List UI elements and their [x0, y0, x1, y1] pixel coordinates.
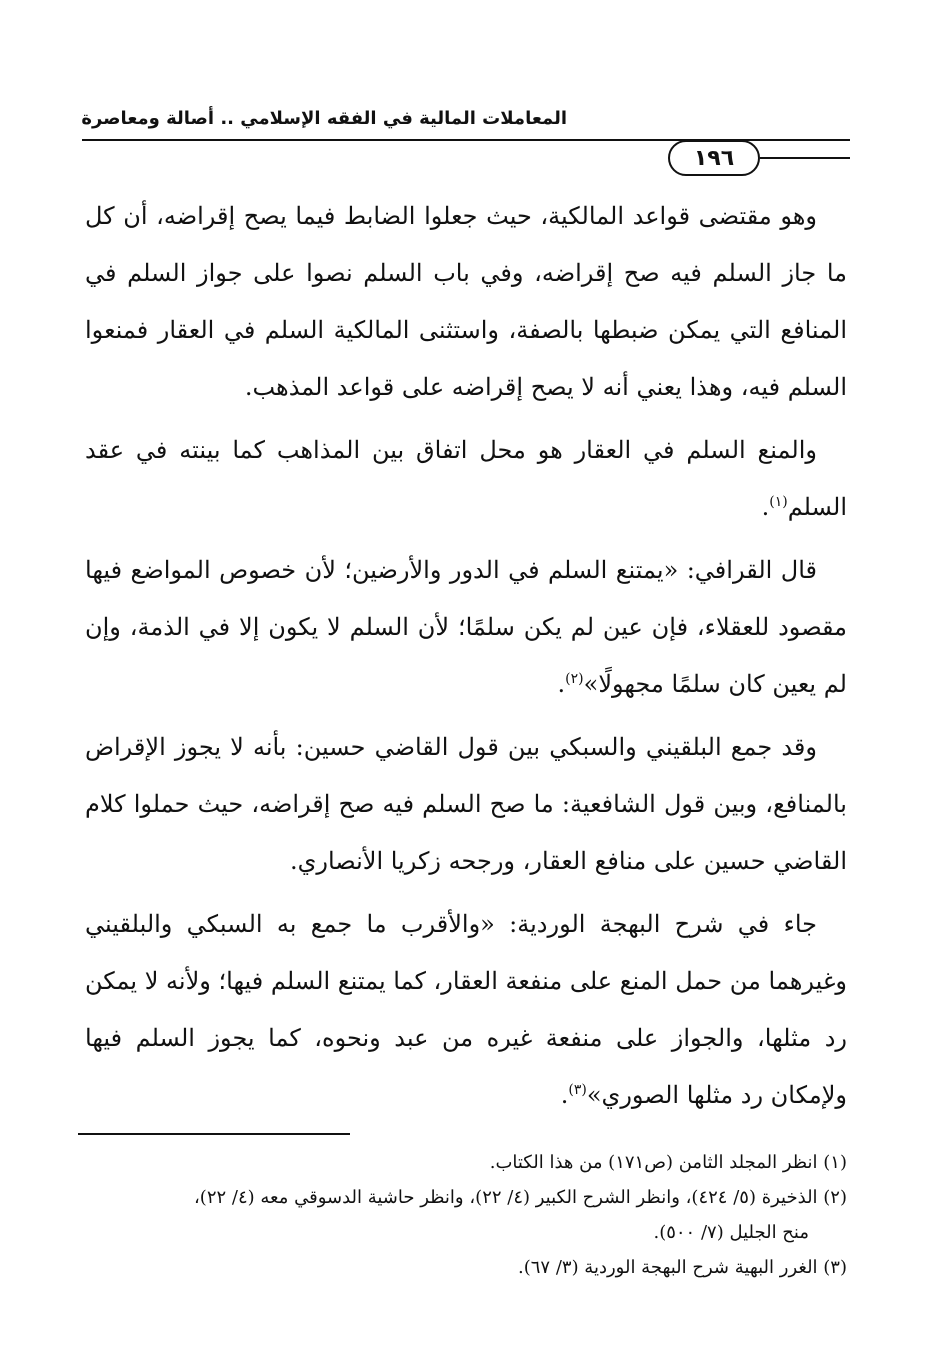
paragraph-text: قال القرافي: «يمتنع السلم في الدور والأرضين؛ لأن خصوص المواضع فيها مقصود للعقلاء، فإن عين لم يكن سلمًا؛ لأن السلم لا يكون إلا في الذمة، وإن لم يعين كان سلمًا مجهولًا»: [85, 556, 847, 698]
paragraph-end: .: [557, 670, 566, 698]
footnotes: [77, 1145, 847, 1285]
footnote: (٢) الذخيرة (٥/ ٤٢٤)، وانظر الشرح الكبير (٤/ ٢٢)، وانظر حاشية الدسوقي معه (٤/ ٢٢)،: [193, 1187, 847, 1208]
body-text: [85, 188, 847, 1130]
paragraph-text: والمنع السلم في العقار هو محل اتفاق بين المذاهب كما بينته في عقد السلم: [85, 436, 847, 521]
paragraph-text: جاء في شرح البهجة الوردية: «والأقرب ما جمع به السبكي والبلقيني وغيرهما من حمل المنع على منفعة العقار، كما يمتنع السلم فيها؛ ولأنه لا يمكن رد مثلها، والجواز على منفعة غيره من عبد ونحوه، كما يجوز السلم فيها ولإمكان رد مثلها الصوري»: [85, 910, 847, 1109]
page-number-rule: [760, 157, 850, 159]
paragraph: [85, 896, 847, 1124]
footnote-separator: [78, 1133, 350, 1135]
paragraph-end: .: [761, 493, 770, 521]
footnote-ref: (١): [769, 494, 788, 510]
paragraph: [85, 542, 847, 713]
paragraph: [85, 422, 847, 536]
page-number: ١٩٦: [668, 140, 760, 176]
running-title: المعاملات المالية في الفقه الإسلامي .. أصالة ومعاصرة: [81, 108, 567, 129]
footnote-ref: (٣): [568, 1082, 587, 1098]
footnote-continuation: منح الجليل (٧/ ٥٠٠).: [653, 1222, 809, 1243]
paragraph: [85, 188, 847, 416]
paragraph-end: .: [560, 1081, 569, 1109]
paragraph-text: وقد جمع البلقيني والسبكي بين قول القاضي حسين: بأنه لا يجوز الإقراض بالمنافع، وبين قول الشافعية: ما صح السلم فيه صح إقراضه، حيث حملوا كلام القاضي حسين على منافع العقار، ورجحه زكريا الأنصاري.: [85, 733, 847, 875]
footnote: (٣) الغرر البهية شرح البهجة الوردية (٣/ ٦٧).: [518, 1257, 847, 1278]
paragraph: [85, 719, 847, 890]
footnote-ref: (٢): [565, 671, 584, 687]
paragraph-text: وهو مقتضى قواعد المالكية، حيث جعلوا الضابط فيما يصح إقراضه، أن كل ما جاز السلم فيه صح إقراضه، وفي باب السلم نصوا على جواز السلم في المنافع التي يمكن ضبطها بالصفة، واستثنى المالكية السلم في العقار فمنعوا السلم فيه، وهذا يعني أنه لا يصح إقراضه على قواعد المذهب.: [85, 202, 847, 401]
footnote: (١) انظر المجلد الثامن (ص١٧١) من هذا الكتاب.: [489, 1152, 847, 1173]
